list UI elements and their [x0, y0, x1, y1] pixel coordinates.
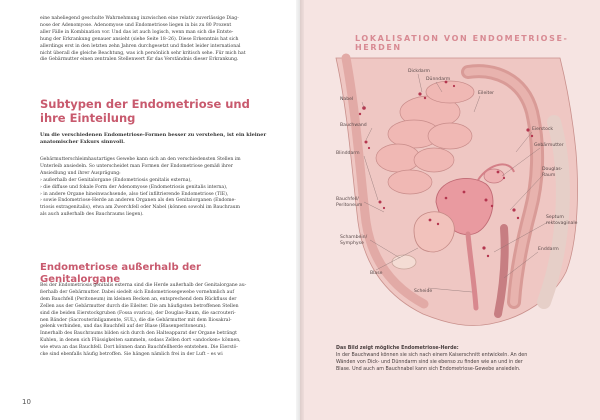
lesion-dot [359, 113, 361, 115]
text-line: Ansiedlung und ihrer Ausprägung: [40, 170, 121, 176]
text-line: nose der Adenomyose. Adenomyose und Endometriose liegen in bis zu 80 Prozent [40, 22, 232, 28]
text-line: gelenk verbinden, und das Bauchfell auf der Blase (Blasenperitoneum). [40, 324, 207, 330]
label-eierstock: Eierstock [532, 127, 554, 132]
label-gebaermutter: Gebärmutter [534, 143, 564, 148]
text-line: die Gebärmutter einen zentralen Stellenwert für das Verständnis dieser Erkrankung. [40, 57, 239, 63]
text-line: allerdings erst in den letzten zehn Jahren durchgesetzt und findet leider international [40, 43, 241, 49]
label-scheide: Scheide [414, 289, 433, 294]
text-line: nen Bänder (Sacrouterinligamente, SUL), die die Gebärmutter mit dem Iliosakral- [40, 317, 232, 323]
list-item: als auch außerhalb des Bauchraums liegen). [40, 212, 144, 218]
text-line: Bei der Endometriosis genitalis externa sind die Herde außerhalb der Genitalorgane au- [40, 283, 247, 288]
label-blinddarm: Blinddarm [336, 151, 360, 156]
lead-paragraph [40, 132, 272, 146]
pelvis-anatomy-diagram [318, 52, 598, 342]
lesion-dot [368, 147, 370, 149]
label-blase: Blase [370, 271, 383, 276]
page-number: 10 [22, 398, 31, 406]
list-item: › außerhalb der Genitalorgane (Endometriosis genitalis externa), [40, 177, 192, 183]
lesion-dot [487, 255, 489, 257]
text-line: Zellen aus der Gebärmutter durch die Eileiter. Die am häufigsten betroffenen Stellen [40, 303, 239, 309]
caption-line: Blase. Und auch am Bauchnabel kann sich Endometriose-Gewebe ansiedeln. [336, 366, 521, 372]
lesion-dot [424, 97, 426, 99]
lesion-dot [482, 246, 485, 249]
text-line: dem Bauchfell (Peritoneum) im kleinen Becken an, entsprechend dem Rückfluss der [40, 296, 237, 302]
label-douglas-line1: Douglas- [542, 167, 563, 172]
lesion-dot [365, 141, 368, 144]
text-line: eine naheliegend geschulte Wahrnehmung inzwischen eine relativ zuverlässige Diag- [40, 16, 239, 21]
lesion-dot [485, 199, 488, 202]
label-dickdarm: Dickdarm [408, 69, 431, 74]
lesion-dot [453, 85, 455, 87]
lesion-dot [517, 217, 519, 219]
label-schambein-line1: Schambein/ [340, 235, 368, 240]
list-item: › die diffuse und fokale Form der Adenomyose (Endometriosis genitalis interna), [40, 184, 228, 190]
lead-line: anatomischer Exkurs sinnvoll. [40, 139, 125, 145]
text-line: Innerhalb des Bauchraums bilden sich durch den Halteapparat der Organe beträngt [40, 331, 237, 337]
figure-caption [336, 346, 586, 374]
lesion-dot [418, 92, 421, 95]
label-bauchfell-line2: Peritoneum [336, 203, 363, 208]
text-line: nicht überall die gleiche Beachtung, was ich persönlich sehr kritisch sehe. Für mich hat [40, 50, 246, 56]
lesion-dot [437, 223, 439, 225]
text-line: sind die beiden Eierstockgruben (Fossa ovarica), der Douglas-Raum, die sacrouteri- [40, 310, 236, 316]
lesion-dot [503, 177, 505, 179]
heading-line: Subtypen der Endometriose und [40, 97, 250, 111]
subtypes-paragraph [40, 157, 272, 219]
label-schambein-line2: Symphyse [340, 241, 364, 246]
label-septum-line1: Septum [546, 215, 564, 220]
text-line: Gebärmutterschleimhautartiges Gewebe kann sich an den verschiedensten Stellen im [40, 157, 241, 162]
lesion-dot [491, 205, 493, 207]
lesion-dot [383, 207, 385, 209]
figure-title: LOKALISATION VON ENDOMETRIOSE-HERDEN [355, 34, 569, 52]
lesion-dot [531, 135, 533, 137]
caption-bold: Das Bild zeigt mögliche Endometriose-Herde: [336, 346, 459, 351]
lead-line: Um die verschiedenen Endometriose-Formen besser zu verstehen, ist ein kleiner [40, 132, 267, 138]
lesion-dot [497, 171, 500, 174]
lesion-dot [445, 197, 448, 200]
list-item: triosis extragenitalis), etwa am Zwerchfell oder Nabel (können sowohl im Bauchraum [40, 205, 241, 211]
label-douglas-line2: Raum [542, 173, 556, 178]
text-line: aller Fälle in Kombination vor. Und das ist auch logisch, wenn man sich die Entste- [40, 29, 234, 35]
book-gutter [296, 0, 304, 420]
section-heading-subtypes [40, 98, 272, 125]
label-enddarm: Enddarm [538, 247, 559, 252]
text-line: Unterleib ansiedeln. So unterscheidet man Formen der Endometriose gemäß ihrer [40, 163, 233, 169]
lesion-dot [526, 128, 529, 131]
list-item: › sowie Endometriose-Herde an anderen Organen als den Genitalorganen (Endome- [40, 198, 236, 204]
label-bauchwand: Bauchwand [340, 123, 367, 128]
text-line: cke sind ebenfalls häufig betroffen. Sie hängen nämlich frei in der Luft – es wi [40, 352, 223, 358]
section-heading-external: Endometriose außerhalb der Genitalorgane [40, 262, 201, 285]
caption-heading [336, 346, 586, 353]
label-duenndarm: Dünndarm [426, 77, 451, 82]
text-line: hung der Erkrankung genauer ansieht (siehe Seite 18–26). Diese Erkenntnis hat sich [40, 36, 239, 42]
lesion-dot [379, 201, 382, 204]
caption-line: In der Bauchwand können sie sich nach einem Kaiserschnitt entwickeln. An den [336, 352, 528, 358]
pubic-bone [392, 255, 416, 269]
label-bauchfell-line1: Bauchfell/ [336, 197, 359, 202]
heading-line: ihre Einteilung [40, 110, 136, 125]
caption-line: Wänden von Dick- und Dünndarm sind sie ebenso zu finden wie an und in der [336, 359, 523, 365]
text-line: Kuhlen, in denen sich Flüssigkeiten sammeln, sodass Zellen dort »andocken« können, [40, 338, 241, 344]
label-septum-line2: rektovaginale [546, 221, 578, 226]
text-line: wie etwa an das Bauchfell. Dort können dann Bauchfellherde entstehen. Die Eierstö- [40, 345, 238, 351]
lesion-dot [429, 219, 432, 222]
lesion-dot [463, 191, 466, 194]
lesion-dot [512, 208, 515, 211]
text-line: ßerhalb der Gebärmutter. Dabei siedelt sich Endometriosegewebe vornehmlich auf [40, 289, 235, 295]
external-paragraph [40, 283, 272, 359]
intro-paragraph [40, 16, 272, 64]
list-item: › in andere Organe hineinwachsende, also tief infiltrierende Endometriose (TIE), [40, 191, 229, 197]
label-eileiter: Eileiter [478, 91, 495, 96]
label-nabel: Nabel [340, 97, 354, 102]
